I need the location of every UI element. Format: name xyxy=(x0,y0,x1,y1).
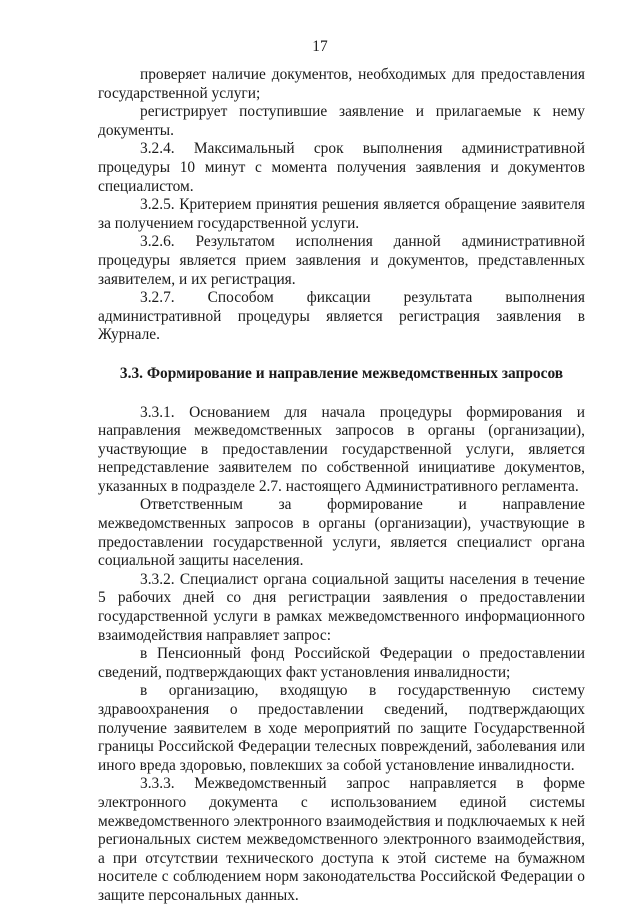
document-body xyxy=(98,66,585,906)
paragraph-responsible: Ответственным за формирование и направление межведомственных запросов в органы (организации), участвующие в предоставлении государственной услуги, является специалист органа социальной защиты населения. xyxy=(98,496,585,570)
paragraph-3-2-5: 3.2.5. Критерием принятия решения является обращение заявителя за получением государственной услуги. xyxy=(98,196,585,232)
paragraph-3-2-6: 3.2.6. Результатом исполнения данной административной процедуры является прием заявления и документов, представленных заявителем, и их регистрация. xyxy=(98,233,585,288)
section-heading: 3.3. Формирование и направление межведомственных запросов xyxy=(119,364,564,382)
paragraph-3-2-7: 3.2.7. Способом фиксации результата выполнения административной процедуры является регистрация заявления в Журнале. xyxy=(98,289,585,344)
paragraph-check-documents: проверяет наличие документов, необходимых для предоставления государственной услуги; xyxy=(98,66,585,102)
paragraph-3-2-4: 3.2.4. Максимальный срок выполнения административной процедуры 10 минут с момента получения заявления и документов специалистом. xyxy=(98,140,585,195)
paragraph-3-3-3: 3.3.3. Межведомственный запрос направляется в форме электронного документа с использованием единой системы межведомственного электронного взаимодействия и подключаемых к ней региональных систем межведомственного электронного взаимодействия, а при отсутствии технического доступа к этой системе на бумажном носителе с соблюдением норм законодательства Российской Федерации о защите персональных данных. xyxy=(98,775,585,904)
paragraph-healthcare-org: в организацию, входящую в государственную систему здравоохранения о предоставлении сведений, подтверждающих получение заявителем в ходе мероприятий по защите Государственной границы Российской Федерации телесных повреждений, заболевания или иного вреда здоровью, повлекших за собой установление инвалидности. xyxy=(98,682,585,774)
paragraph-pension-fund: в Пенсионный фонд Российской Федерации о предоставлении сведений, подтверждающих факт установления инвалидности; xyxy=(98,645,585,681)
paragraph-register-documents: регистрирует поступившие заявление и прилагаемые к нему документы. xyxy=(98,103,585,139)
page-number: 17 xyxy=(312,38,328,55)
paragraph-3-3-2: 3.3.2. Специалист органа социальной защиты населения в течение 5 рабочих дней со дня регистрации заявления о предоставлении государственной услуги в рамках межведомственного информационного взаимодействия направляет запрос: xyxy=(98,570,585,644)
paragraph-3-3-1: 3.3.1. Основанием для начала процедуры формирования и направления межведомственных запросов в органы (организации), участвующие в предоставлении государственной услуги, является непредставление заявителем по собственной инициативе документов, указанных в подразделе 2.7. настоящего Административного регламента. xyxy=(98,403,585,495)
